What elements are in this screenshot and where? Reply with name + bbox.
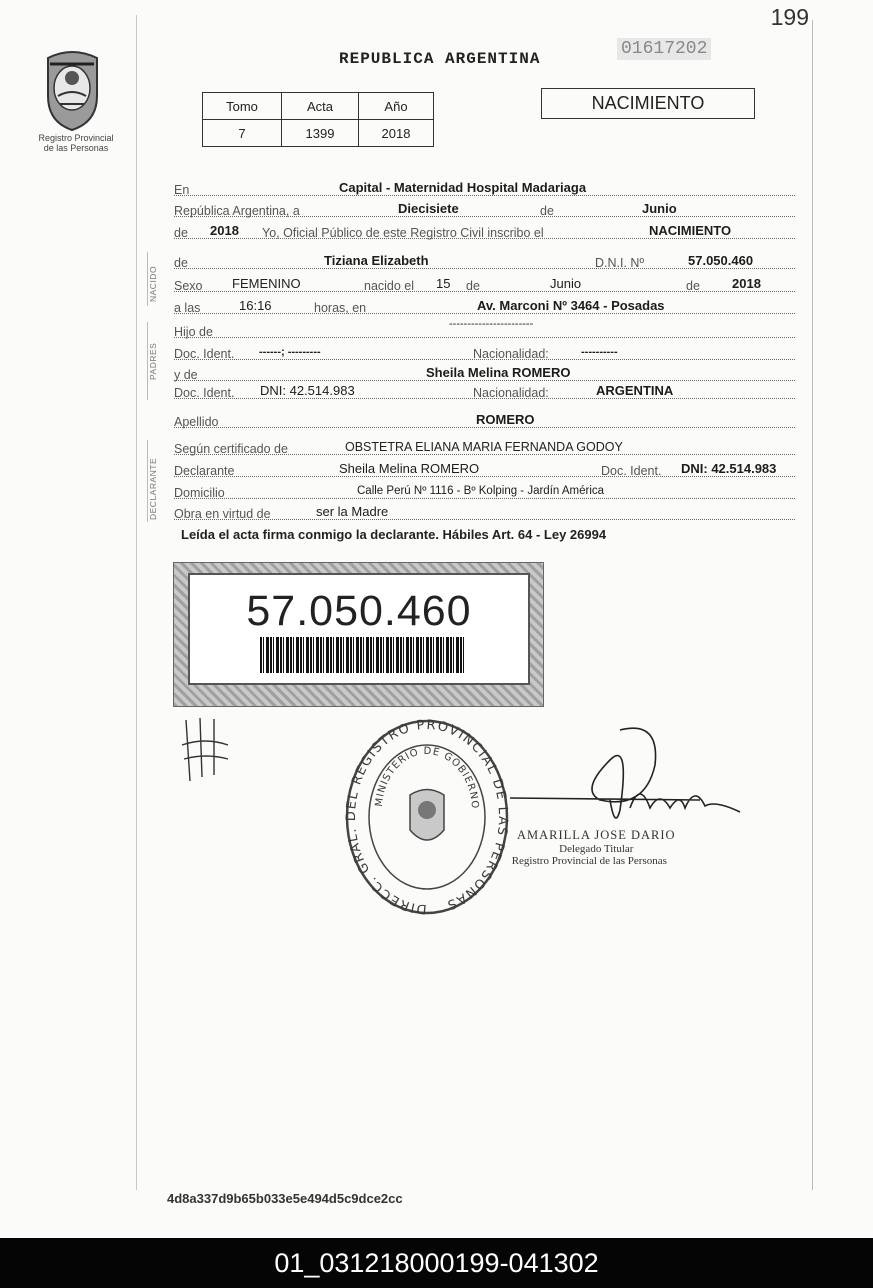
line-declarant [174, 463, 795, 477]
sexo-label: Sexo [174, 279, 203, 293]
birth-month: Junio [550, 276, 582, 291]
registry-header-acta: Acta [282, 93, 359, 120]
birth-year: 2018 [732, 276, 761, 291]
line-sex-birth [174, 278, 795, 292]
dni-sticker-number: 57.050.460 [246, 587, 472, 635]
section-label-declarante: DECLARANTE [148, 457, 158, 520]
father-name: ----------------------- [449, 318, 534, 330]
child-dni: 57.050.460 [688, 253, 754, 268]
father-doc-label: Doc. Ident. [174, 347, 235, 361]
child-name: Tiziana Elizabeth [324, 253, 429, 268]
de-name-label: de [174, 256, 188, 270]
act-type-value: NACIMIENTO [649, 223, 732, 238]
day-value: Diecisiete [398, 201, 459, 216]
registry-acta: 1399 [282, 120, 359, 147]
birth-address: Av. Marconi Nº 3464 - Posadas [477, 298, 665, 313]
document-hash: 4d8a337d9b65b033e5e494d5c9dce2cc [167, 1191, 403, 1206]
declarant-doc: DNI: 42.514.983 [681, 461, 777, 476]
signer-name: AMARILLA JOSE DARIO [517, 828, 676, 842]
line-mother [174, 367, 795, 381]
line-capacity [174, 506, 795, 520]
initials-mark-icon [180, 715, 232, 785]
country-title: REPUBLICA ARGENTINA [339, 50, 541, 68]
dni-label: D.N.I. Nº [595, 256, 645, 270]
line-surname [174, 414, 795, 428]
crest-caption [30, 133, 122, 153]
father-nac-label: Nacionalidad: [473, 347, 549, 361]
hijo-label: Hijo de [174, 325, 213, 339]
father-nationality: ---------- [581, 346, 618, 358]
barcode-icon [260, 637, 464, 673]
serial-number: 01617202 [617, 38, 711, 60]
birth-day: 15 [436, 276, 451, 291]
signature-scribble-icon [490, 720, 750, 838]
de-label: de [540, 204, 554, 218]
en-label: En [174, 183, 190, 197]
seal-outer-text: DIRECC. GRAL. DEL REGISTRO PROVINCIAL DE LAS PERSONAS [343, 717, 511, 916]
hour-label: a las [174, 301, 201, 315]
certificate-value: OBSTETRA ELIANA MARIA FERNANDA GODOY [345, 440, 623, 454]
page-number: 199 [770, 4, 809, 30]
obra-label: Obra en virtud de [174, 507, 271, 521]
section-label-padres: PADRES [148, 342, 158, 380]
mother-doc: DNI: 42.514.983 [260, 383, 355, 398]
mother-doc-label: Doc. Ident. [174, 386, 235, 400]
section-label-nacido: NACIDO [148, 265, 158, 302]
y-de-label: y de [174, 368, 198, 382]
de-birth-label: de [466, 279, 480, 293]
line-certificate [174, 441, 795, 455]
line-mother-doc [174, 385, 795, 399]
dni-sticker [173, 562, 544, 707]
year-label: de [174, 226, 188, 240]
officer-text: Yo, Oficial Público de este Registro Civil inscribo el [262, 226, 544, 240]
birth-time: 16:16 [239, 298, 272, 313]
province-crest-icon [40, 48, 105, 132]
line-date [174, 203, 795, 217]
line-address [174, 485, 795, 499]
year-value: 2018 [210, 223, 239, 238]
declarant-name: Sheila Melina ROMERO [339, 461, 480, 476]
registry-header-tomo: Tomo [203, 93, 282, 120]
line-place [174, 182, 795, 196]
surname-value: ROMERO [476, 412, 535, 427]
line-name [174, 255, 795, 269]
dni-sticker-label [188, 573, 530, 685]
right-rule [812, 20, 813, 1190]
registry-ano: 2018 [359, 120, 434, 147]
signer-office: Registro Provincial de las Personas [511, 855, 667, 867]
act-type-box: NACIMIENTO [541, 88, 755, 119]
signature-stamp [511, 828, 676, 867]
nacido-label: nacido el [364, 279, 415, 293]
republica-label: República Argentina, a [174, 204, 300, 218]
registry-header-ano: Año [359, 93, 434, 120]
closing-statement: Leída el acta firma conmigo la declarante. Hábiles Art. 64 - Ley 26994 [181, 527, 607, 542]
horas-label: horas, en [314, 301, 367, 315]
registry-table [202, 92, 434, 147]
place-value: Capital - Maternidad Hospital Madariaga [339, 180, 587, 195]
mother-nac-label: Nacionalidad: [473, 386, 549, 400]
de-year-label: de [686, 279, 700, 293]
declarant-doc-label: Doc. Ident. [601, 464, 662, 478]
mother-nationality: ARGENTINA [596, 383, 674, 398]
line-father-doc [174, 346, 795, 360]
father-doc: ------; --------- [259, 346, 321, 358]
signer-role: Delegado Titular [559, 843, 634, 855]
line-time-place [174, 300, 795, 314]
domicilio-label: Domicilio [174, 486, 225, 500]
line-father [174, 318, 795, 339]
apellido-label: Apellido [174, 415, 219, 429]
crest-caption-line2: de las Personas [43, 143, 109, 153]
declarant-address: Calle Perú Nº 1116 - Bº Kolping - Jardín América [357, 485, 605, 497]
declarante-label: Declarante [174, 464, 235, 478]
crest-caption-line1: Registro Provincial [38, 133, 114, 143]
scan-id-footer: 01_031218000199-041302 [0, 1238, 873, 1288]
cert-label: Según certificado de [174, 442, 288, 456]
mother-name: Sheila Melina ROMERO [426, 365, 571, 380]
line-officer [174, 225, 795, 239]
month-value: Junio [642, 201, 677, 216]
capacity-value: ser la Madre [316, 504, 389, 519]
registry-tomo: 7 [203, 120, 282, 147]
sex-value: FEMENINO [232, 276, 301, 291]
official-seal-icon [342, 710, 512, 916]
seal-inner-text: MINISTERIO DE GOBIERNO [373, 745, 481, 810]
margin-rule [136, 15, 137, 1190]
